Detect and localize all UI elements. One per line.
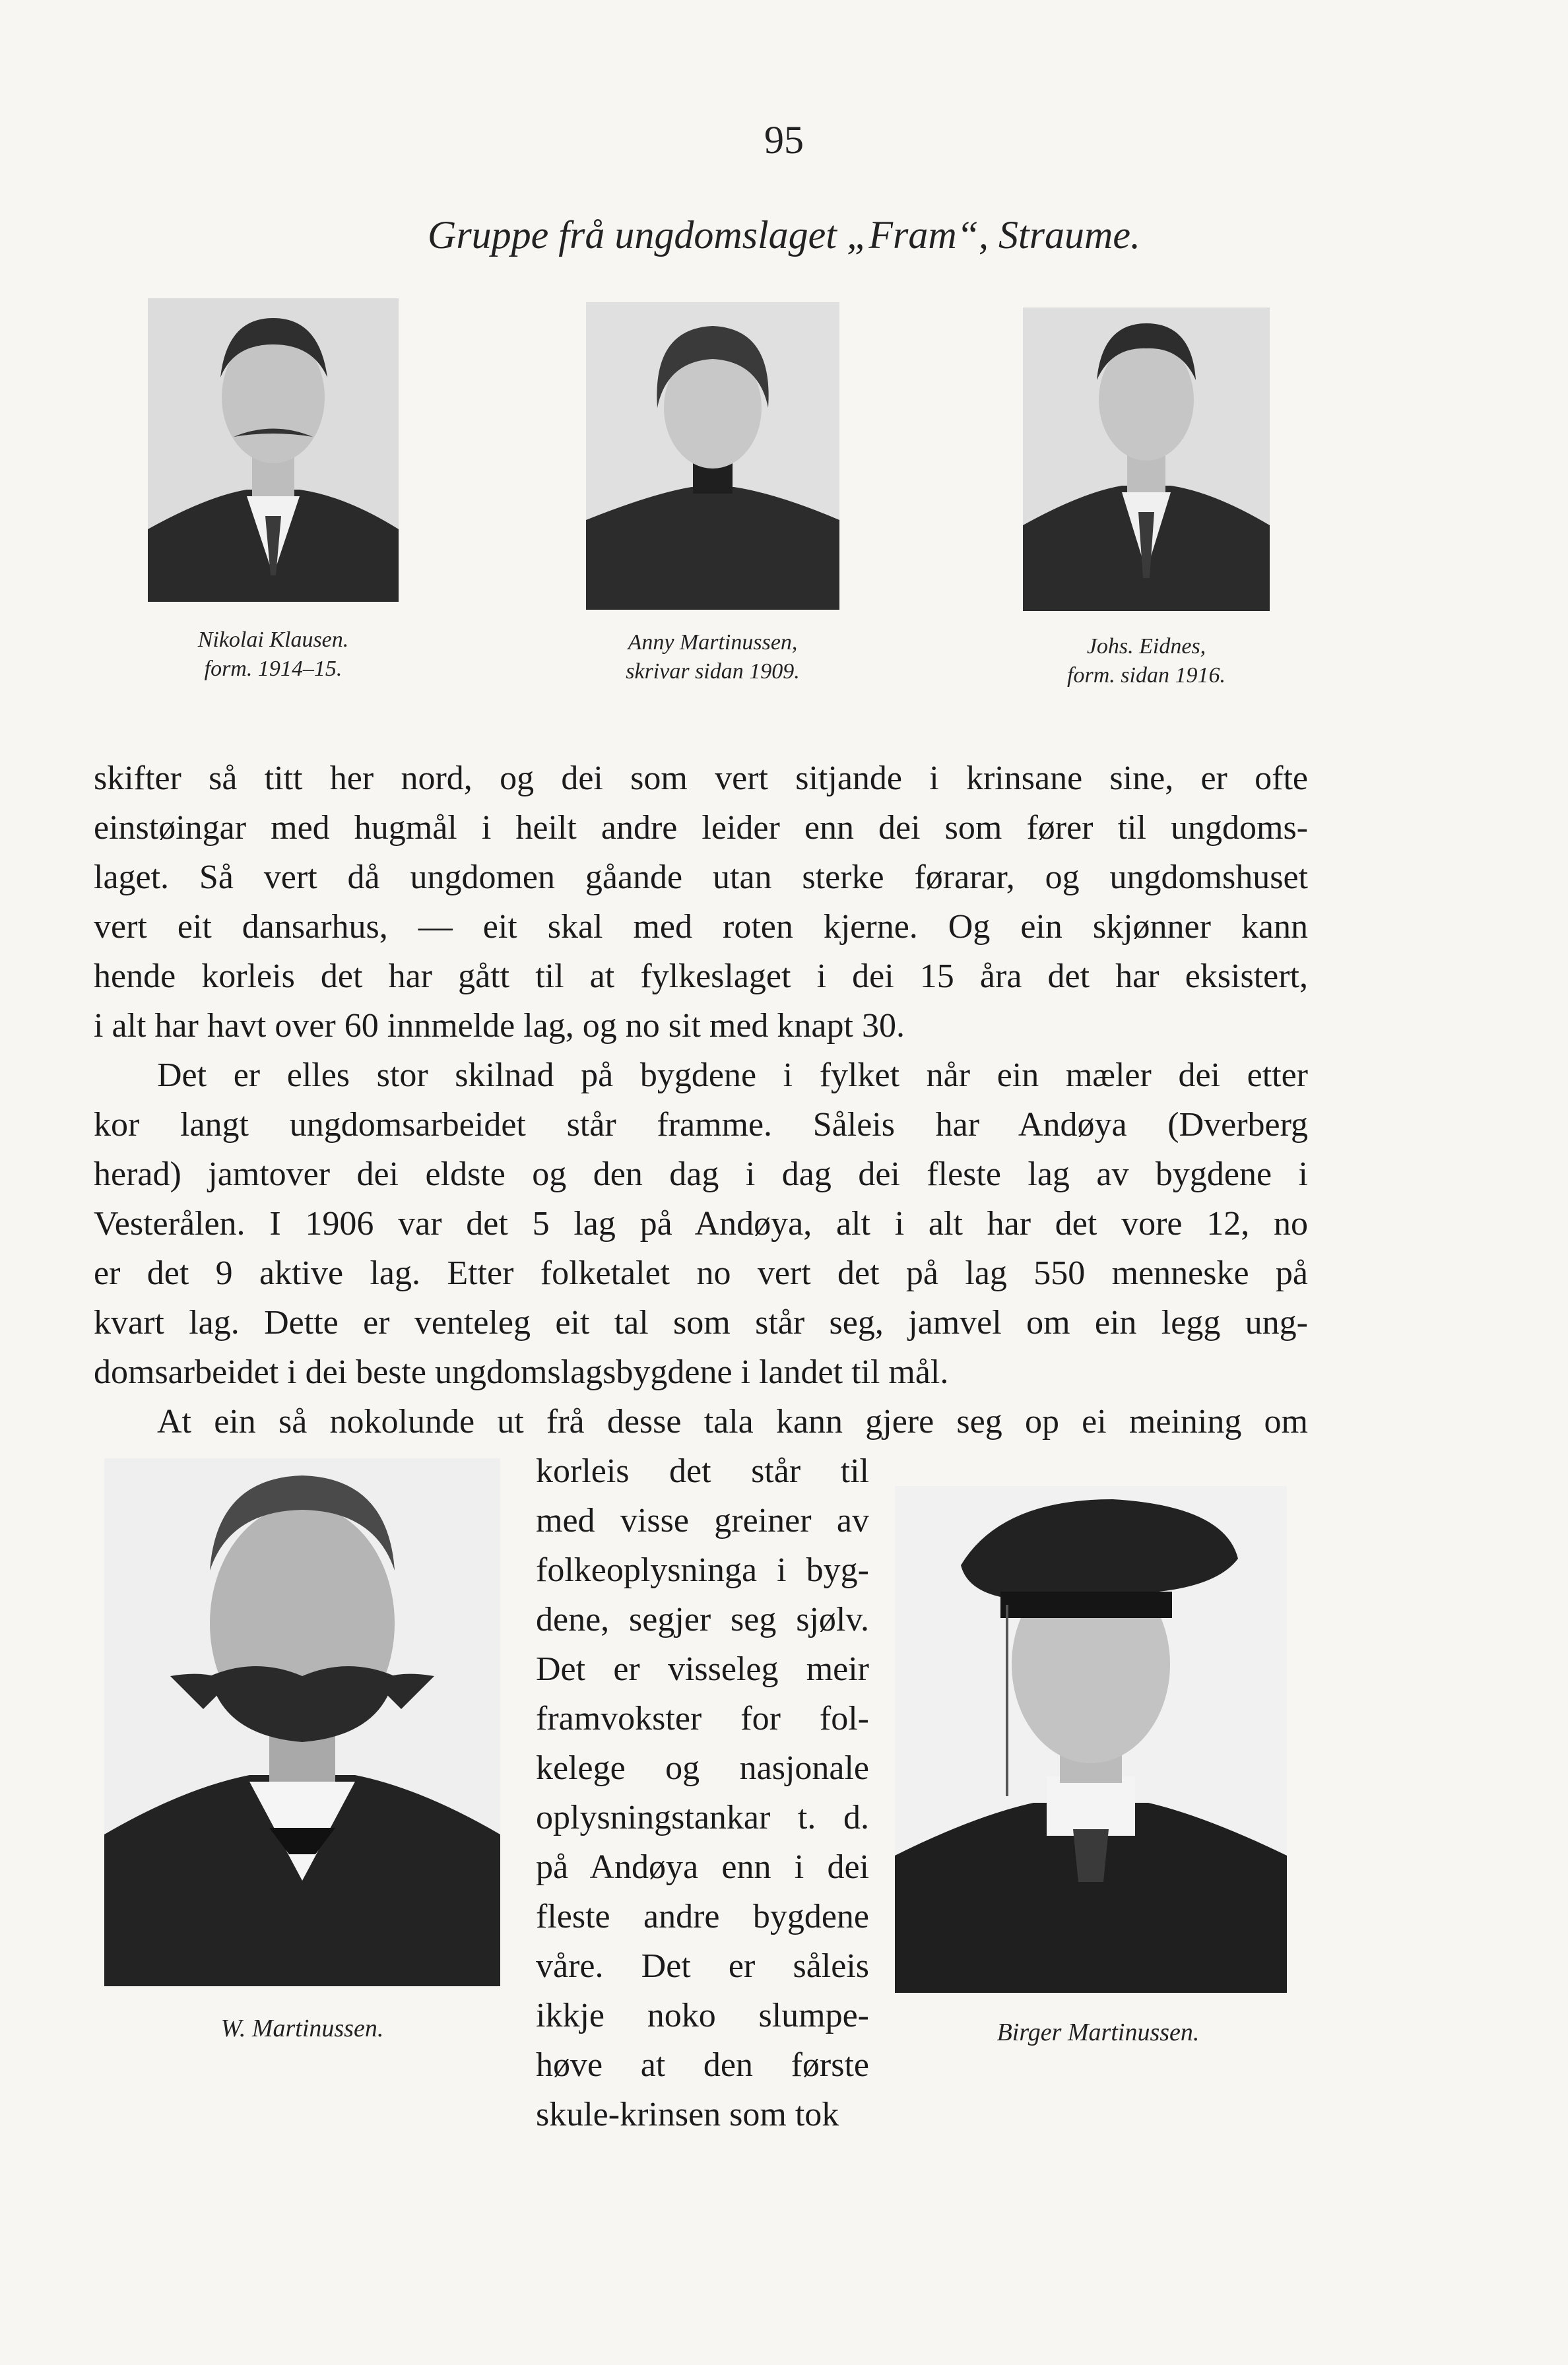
body-line: hende korleis det har gått til at fylkeslaget i dei 15 åra det har eksistert, (94, 957, 1308, 995)
body-line: einstøingar med hugmål i heilt andre leider enn dei som fører til ungdoms- (94, 809, 1308, 847)
column-line: fleste andre bygdene (536, 1898, 869, 1935)
column-line: dene, segjer seg sjølv. (536, 1601, 869, 1638)
portrait-w-martinussen (104, 1458, 500, 1986)
caption-name: Anny Martinussen, (628, 630, 798, 655)
body-line: At ein så nokolunde ut frå desse tala kann gjere seg op ei meining om (157, 1403, 1308, 1441)
portrait-anny-martinussen (586, 302, 839, 610)
body-line: Det er elles stor skilnad på bygdene i fylket når ein mæler dei etter (157, 1056, 1308, 1094)
body-line: er det 9 aktive lag. Etter folketalet no vert det på lag 550 menneske på (94, 1254, 1308, 1292)
body-line: Vesterålen. I 1906 var det 5 lag på Andøya, alt i alt har det vore 12, no (94, 1205, 1308, 1243)
caption-anny-martinussen (581, 628, 845, 686)
portrait-birger-martinussen (895, 1486, 1287, 1993)
caption-name: W. Martinussen. (220, 2015, 384, 2042)
column-line: våre. Det er såleis (536, 1947, 869, 1985)
body-line: kvart lag. Dette er venteleg eit tal som står seg, jamvel om ein legg ung- (94, 1304, 1308, 1342)
body-line: vert eit dansarhus, — eit skal med roten kjerne. Og ein skjønner kann (94, 908, 1308, 946)
caption-role: form. 1914–15. (204, 657, 343, 681)
caption-nikolai-klausen (141, 626, 405, 684)
body-line: domsarbeidet i dei beste ungdomslagsbygdene i landet til mål. (94, 1353, 949, 1391)
caption-birger-martinussen (913, 2018, 1283, 2047)
body-line: laget. Så vert då ungdomen gåande utan sterke førarar, og ungdomshuset (94, 859, 1308, 896)
body-line: kor langt ungdomsarbeidet står framme. Såleis har Andøya (Dverberg (94, 1106, 1308, 1144)
caption-name: Nikolai Klausen. (197, 628, 349, 652)
caption-johs-eidnes (1011, 632, 1282, 690)
body-line: herad) jamtover dei eldste og den dag i dag dei fleste lag av bygdene i (94, 1155, 1308, 1193)
portrait-nikolai-klausen (148, 298, 399, 602)
column-line: på Andøya enn i dei (536, 1848, 869, 1886)
caption-role: form. sidan 1916. (1067, 663, 1225, 688)
portrait-johs-eidnes (1023, 308, 1270, 611)
caption-name: Birger Martinussen. (996, 2019, 1200, 2046)
column-line: ikkje noko slumpe- (536, 1997, 869, 2034)
body-line: i alt har havt over 60 innmelde lag, og no sit med knapt 30. (94, 1007, 905, 1045)
group-heading: Gruppe frå ungdomslaget „Fram“, Straume. (427, 213, 1141, 257)
column-line: folkeoplysninga i byg- (536, 1551, 869, 1589)
column-line: kelege og nasjonale (536, 1749, 869, 1787)
body-line: skifter så titt her nord, og dei som vert sitjande i krinsane sine, er ofte (94, 760, 1308, 797)
caption-role: skrivar sidan 1909. (626, 659, 800, 684)
column-line: høve at den første (536, 2046, 869, 2084)
column-line: Det er visseleg meir (536, 1650, 869, 1688)
column-line: med visse greiner av (536, 1502, 869, 1539)
caption-name: Johs. Eidnes, (1086, 634, 1206, 659)
column-line: korleis det står til (536, 1452, 869, 1490)
caption-w-martinussen (117, 2014, 487, 2043)
column-line: skule-krinsen som tok (536, 2096, 839, 2133)
page-number: 95 (764, 118, 804, 162)
column-line: framvokster for fol- (536, 1700, 869, 1737)
column-line: oplysningstankar t. d. (536, 1799, 869, 1836)
